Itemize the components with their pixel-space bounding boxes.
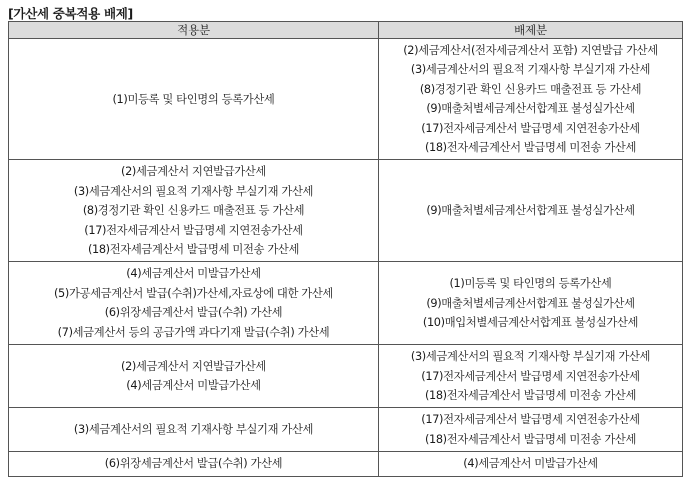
- table-row: [9, 262, 683, 345]
- applied-cell: [9, 39, 379, 160]
- applied-item: (17)전자세금계산서 발급명세 지연전송가산세: [84, 223, 303, 237]
- applied-cell: [9, 345, 379, 408]
- applied-cell: [9, 160, 379, 262]
- applied-item: (1)미등록 및 타인명의 등록가산세: [112, 92, 275, 106]
- excluded-item: (17)전자세금계산서 발급명세 지연전송가산세: [421, 121, 640, 135]
- excluded-cell: [379, 452, 683, 476]
- applied-item: (8)경정기관 확인 신용카드 매출전표 등 가산세: [82, 204, 305, 218]
- excluded-item: (9)매출처별세금계산서합계표 불성실가산세: [426, 296, 635, 310]
- applied-item: (6)위장세금계산서 발급(수취) 가산세: [104, 457, 283, 471]
- applied-cell: [9, 452, 379, 476]
- table-row: [9, 39, 683, 160]
- excluded-item: (18)전자세금계산서 발급명세 미전송 가산세: [424, 432, 637, 446]
- excluded-item: (17)전자세금계산서 발급명세 지연전송가산세: [421, 369, 640, 383]
- excluded-cell: [379, 408, 683, 452]
- applied-item: (7)세금계산서 등의 공급가액 과다기재 발급(수취) 가산세: [57, 325, 330, 339]
- applied-item: (4)세금계산서 미발급가산세: [126, 379, 261, 393]
- applied-item: (2)세금계산서 지연발급가산세: [121, 359, 266, 373]
- table-row: [9, 345, 683, 408]
- excluded-item: (9)매출처별세금계산서합계표 불성실가산세: [426, 204, 635, 218]
- applied-item: (18)전자세금계산서 발급명세 미전송 가산세: [87, 243, 300, 257]
- excluded-item: (3)세금계산서의 필요적 기재사항 부실기재 가산세: [410, 350, 651, 364]
- excluded-item: (8)경정기관 확인 신용카드 매출전표 등 가산세: [419, 82, 642, 96]
- table-row: [9, 452, 683, 476]
- applied-item: (3)세금계산서의 필요적 기재사항 부실기재 가산세: [73, 184, 314, 198]
- applied-item: (5)가공세금계산서 발급(수취)가산세,자료상에 대한 가산세: [54, 286, 333, 300]
- applied-cell: [9, 262, 379, 345]
- excluded-cell: [379, 345, 683, 408]
- excluded-item: (9)매출처별세금계산서합계표 불성실가산세: [426, 102, 635, 116]
- excluded-cell: [379, 262, 683, 345]
- excluded-item: (3)세금계산서의 필요적 기재사항 부실기재 가산세: [410, 63, 651, 77]
- table-row: [9, 160, 683, 262]
- excluded-cell: [379, 39, 683, 160]
- header-applied: 적용분: [9, 22, 379, 39]
- excluded-item: (2)세금계산서(전자세금계산서 포함) 지연발급 가산세: [403, 44, 658, 57]
- excluded-item: (18)전자세금계산서 발급명세 미전송 가산세: [424, 141, 637, 155]
- excluded-cell: [379, 160, 683, 262]
- applied-cell: [9, 408, 379, 452]
- applied-item: (3)세금계산서의 필요적 기재사항 부실기재 가산세: [73, 423, 314, 437]
- excluded-item: (17)전자세금계산서 발급명세 지연전송가산세: [421, 413, 640, 427]
- penalty-exclusion-table: [8, 21, 683, 477]
- header-excluded: 배제분: [379, 22, 683, 39]
- table-row: [9, 408, 683, 452]
- applied-item: (6)위장세금계산서 발급(수취) 가산세: [104, 306, 283, 320]
- excluded-item: (10)매입처별세금계산서합계표 불성실가산세: [422, 315, 639, 329]
- applied-item: (4)세금계산서 미발급가산세: [126, 267, 261, 281]
- section-title: [가산세 중복적용 배제]: [8, 6, 133, 21]
- excluded-item: (18)전자세금계산서 발급명세 미전송 가산세: [424, 388, 637, 402]
- applied-item: (2)세금계산서 지연발급가산세: [121, 165, 266, 179]
- excluded-item: (1)미등록 및 타인명의 등록가산세: [449, 277, 612, 291]
- excluded-item: (4)세금계산서 미발급가산세: [463, 457, 598, 471]
- table-header-row: [9, 22, 683, 39]
